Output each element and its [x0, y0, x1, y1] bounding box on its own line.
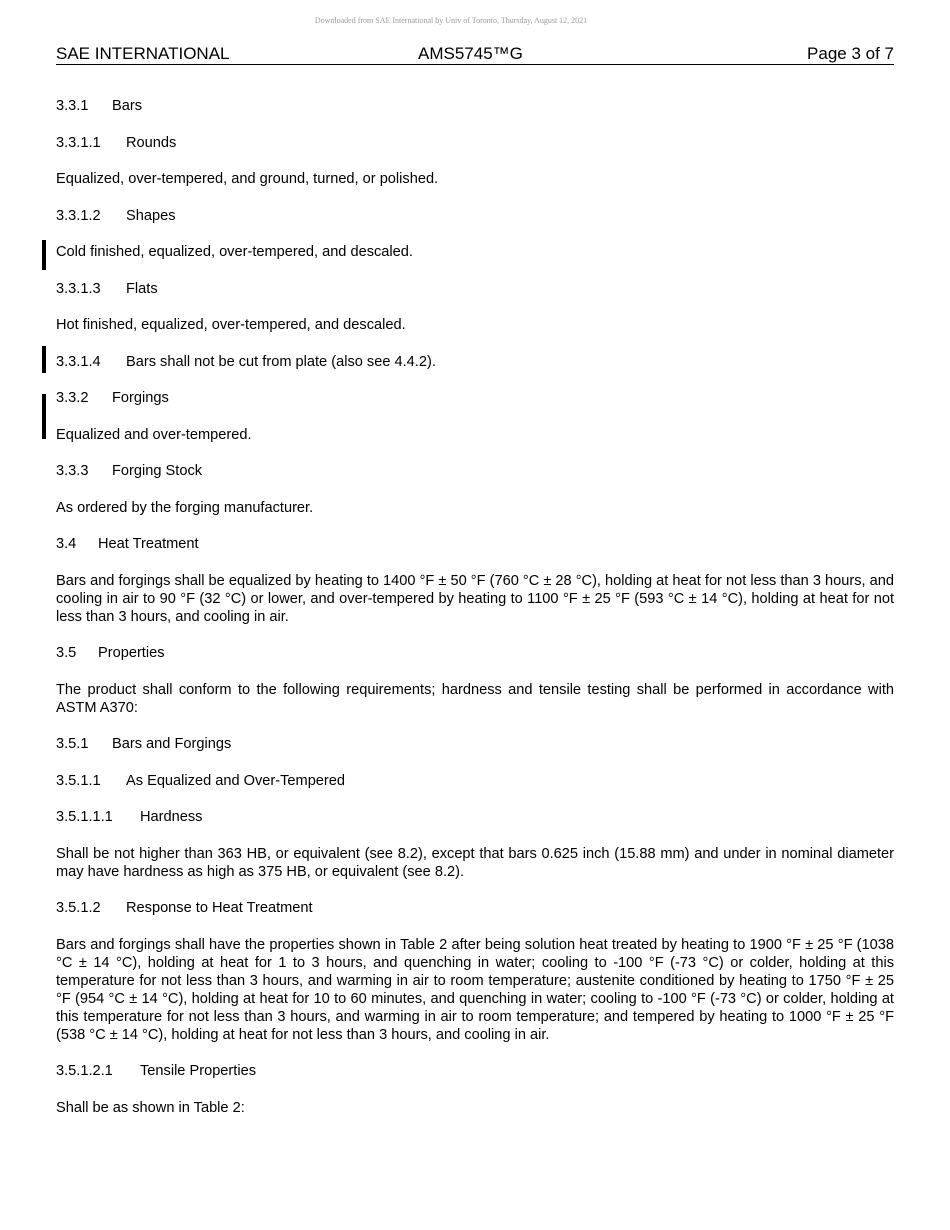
section-body: Bars and forgings shall have the properties shown in Table 2 after being solution heat treated by heating to 1900 °F ± 25 °F (1038 °C ± 14 °C), holding at heat for 1 to 3 hours, and quenching in water; cooling to -100 °F (-73 °C) or colder, holding at this temperature for not less than 3 hours, and warming in air to room temperature; austenite conditioned by heating to 1750 °F ± 25 °F (954 °C ± 14 °C), holding at heat for 10 to 60 minutes, and quenching in water; cooling to -100 °F (-73 °C) or colder, holding at this temperature for not less than 3 hours, and warming in air to room temperature; and tempered by heating to 1000 °F ± 25 °F (538 °C ± 14 °C), holding at heat for not less than 3 hours, and cooling in air.: [56, 936, 894, 1043]
section-body: Shall be not higher than 363 HB, or equivalent (see 8.2), except that bars 0.625 inch (15.88 mm) and under in nominal diameter may have hardness as high as 375 HB, or equivalent (see 8.2).: [56, 845, 894, 880]
section-heading: 3.3.1 Bars: [56, 98, 143, 114]
revision-bar: [42, 346, 46, 373]
section-body: Shall be as shown in Table 2:: [56, 1099, 245, 1116]
section-heading: 3.3.1.4 Bars shall not be cut from plate (also see 4.4.2).: [56, 353, 436, 370]
section-heading: 3.3.3 Forging Stock: [56, 463, 203, 479]
header-page-number: Page 3 of 7: [807, 44, 894, 63]
revision-bar: [42, 394, 46, 439]
section-heading: 3.3.2 Forgings: [56, 390, 169, 406]
section-body: Cold finished, equalized, over-tempered, and descaled.: [56, 244, 413, 260]
document-body: [56, 97, 894, 1135]
section-heading: 3.5 Properties: [56, 645, 165, 661]
section-body: The product shall conform to the following requirements; hardness and tensile testing shall be performed in accordance with ASTM A370:: [56, 681, 894, 716]
header-organization: SAE INTERNATIONAL: [56, 44, 230, 63]
section-body: Hot finished, equalized, over-tempered, and descaled.: [56, 317, 406, 333]
download-watermark: Downloaded from SAE International by Univ of Toronto, Thursday, August 12, 2021: [314, 16, 588, 25]
section-body: Equalized and over-tempered.: [56, 426, 252, 443]
section-heading: 3.3.1.1 Rounds: [56, 134, 177, 151]
section-heading: 3.3.1.2 Shapes: [56, 207, 176, 224]
section-heading: 3.5.1 Bars and Forgings: [56, 736, 232, 752]
section-heading: 3.5.1.1.1 Hardness: [56, 809, 203, 825]
section-heading: 3.5.1.2.1 Tensile Properties: [56, 1063, 256, 1079]
section-body: Equalized, over-tempered, and ground, turned, or polished.: [56, 171, 439, 187]
header-document-number: AMS5745™G: [418, 44, 523, 63]
section-heading: 3.5.1.1 As Equalized and Over-Tempered: [56, 772, 346, 789]
section-heading: 3.3.1.3 Flats: [56, 280, 158, 297]
section-body: As ordered by the forging manufacturer.: [56, 499, 314, 516]
section-heading: 3.5.1.2 Response to Heat Treatment: [56, 900, 313, 916]
revision-bar: [42, 240, 46, 270]
section-heading: 3.4 Heat Treatment: [56, 536, 199, 552]
section-body: Bars and forgings shall be equalized by heating to 1400 °F ± 50 °F (760 °C ± 28 °C), holding at heat for not less than 3 hours, and cooling in air to 90 °F (32 °C) or lower, and over-tempered by heating to 1100 °F ± 25 °F (593 °C ± 14 °C), holding at heat for not less than 3 hours, and cooling in air.: [56, 572, 894, 625]
page-header: [56, 44, 894, 65]
